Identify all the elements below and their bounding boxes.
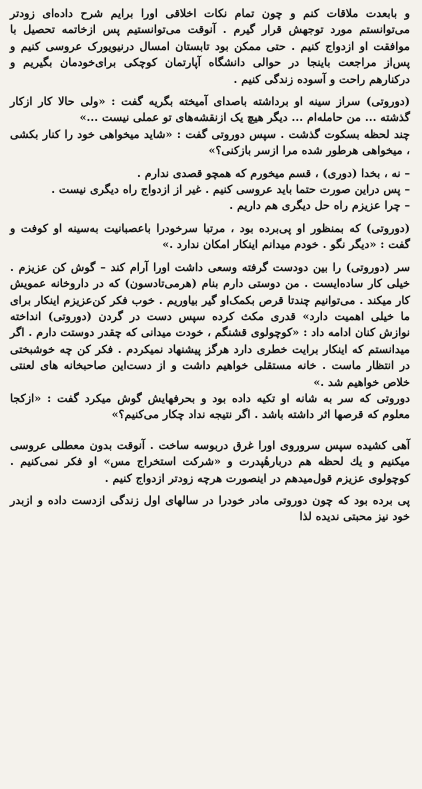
paragraph-1: و بابعدت ملاقات کنم و چون تمام نکات اخلاقی اورا برایم شرح داده‌ای زودتر می‌توانستم مورد توجهش قرار گیرم . آنوقت می‌توانستیم پس ازخاتمه تحصیل با موافقت او ازدواج کنیم . حتی ممکن بود تابستان امسال درنیویورک عروسی کنیم و پس‌از مراجعت باینجا در حوالی دانشگاه آپارتمان کوچکی برای‌خودمان بگیریم و درکنارهم راحت و آسوده زندگی کنیم .	[10, 7, 410, 86]
paragraph-5: – پس دراین صورت حتما باید عروسی کنیم . غیر از ازدواج راه دیگری نیست .	[51, 183, 410, 197]
paragraph-6: – چرا عزیزم راه حل دیگری هم داریم .	[229, 199, 410, 213]
paragraph-2: (دوروتی) سراز سینه او برداشته باصدای آمیخته بگریه گفت : «ولی حالا کار ازکار گذشته ... من حامله‌ام ... دیگر هیچ یک ازنقشه‌های تو عملی نیست ...»	[10, 95, 410, 125]
paragraph-4: – نه ، بخدا (دوری) ، قسم میخورم که همچو قصدی ندارم .	[137, 166, 410, 180]
paragraph-8: سر (دوروتی) را بین دودست گرفته وسعی داشت اورا آرام کند – گوش کن عزیزم . خیلی کار ساده‌ایست . من دوستی دارم بنام (هرمی‌تادسون) که در داروخانه عمویش کار میکند . می‌توانیم چندتا قرص بکمک‌او گیر بیاوریم . خوب فکر کن‌عزیزم اینکار برای ما خیلی اهمیت دارد» قدری مکث کرده سپس دست در گردن (دوروتی) انداخته نوازش کنان ادامه داد : «کوچولوی قشنگم ، خودت میدانی که چقدر دوستت دارم . اگر میدانستم که اینکار برایت خطری دارد هرگز پیشنهاد نمیکردم . فکر کن چه خوشبختی در انتظار ماست . خانه مستقلی خواهیم داشت و از دست‌این صاحبخانه های لعنتی خلاص خواهیم شد .»	[10, 260, 410, 389]
paragraph-9: دوروتی که سر به شانه او تکیه داده بود و بحرفهایش گوش میکرد گفت : «ازکجا معلوم که قرصها اثر داشته باشد . اگر نتیجه نداد چکار می‌کنیم؟»	[10, 391, 410, 422]
paragraph-10: آهی کشیده سپس سروروی اورا غرق دربوسه ساخت . آنوقت بدون معطلی عروسی میکنیم و یك لحظه هم دربارهٔپدرت و «شرکت استخراج مس» او فکر نمی‌کنیم . کوچولوی عزیزم قول‌میدهم در اینصورت هرچه زودتر ازدواج کنیم .	[10, 438, 410, 485]
paragraph-11: پی برده بود که چون دوروتی مادر خودرا در سالهای اول زندگی ازدست داده و ازبدر خود نیز محبتی ندیده لذا	[10, 493, 410, 524]
paragraph-3: چند لحظه بسکوت گذشت . سپس دوروتی گفت : «شاید میخواهی خود را کنار بکشی ، میخواهی هرطور شده مرا ازسر بازکنی؟»	[10, 127, 410, 158]
paragraph-7: (دوروتی) که بمنظور او پی‌برده بود ، مرتبا سرخودرا باعصبانیت به‌سینه او کوفت و گفت : «دیگر نگو . خودم میدانم اینکار امکان ندارد .»	[10, 221, 410, 252]
section-gap	[10, 424, 410, 438]
